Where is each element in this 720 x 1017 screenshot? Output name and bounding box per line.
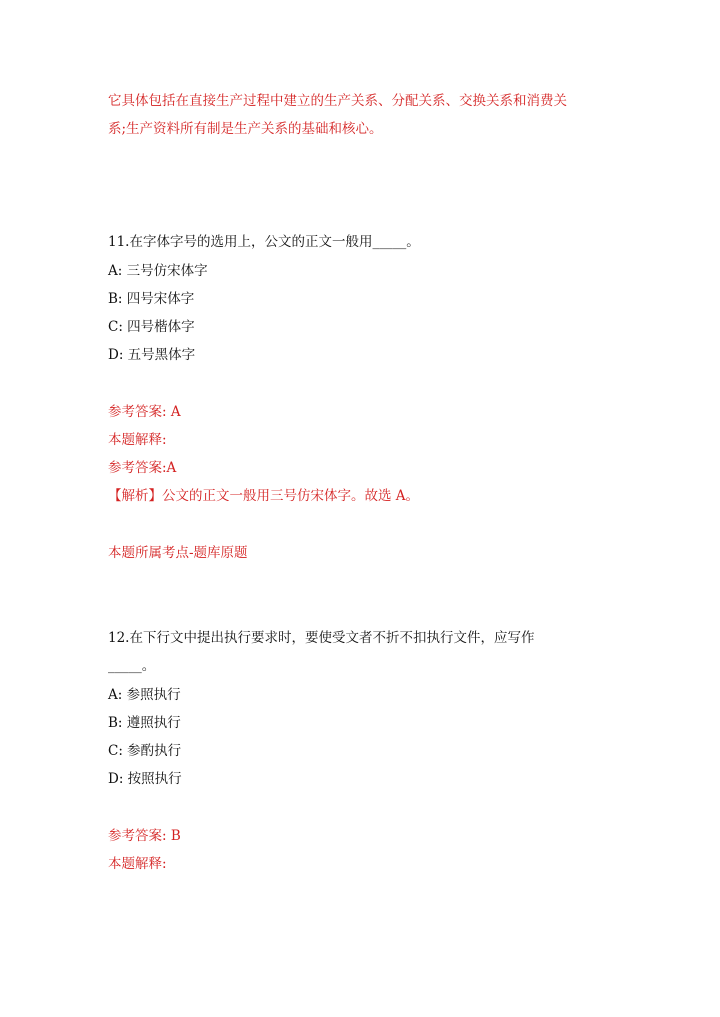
question-11-stem: 11.在字体字号的选用上，公文的正文一般用_____。: [108, 234, 420, 250]
question-11-option-b: B: 四号宋体字: [108, 291, 195, 307]
question-11-analysis: 【解析】公文的正文一般用三号仿宋体字。故选 A。: [108, 488, 420, 504]
intro-line-2: 系;生产资料所有制是生产关系的基础和核心。: [108, 121, 383, 137]
question-12-stem-line-2: _____。: [108, 658, 156, 674]
intro-line-1: 它具体包括在直接生产过程中建立的生产关系、分配关系、交换关系和消费关: [108, 93, 567, 109]
question-12-option-c: C: 参酌执行: [108, 743, 182, 759]
question-11-option-c: C: 四号楷体字: [108, 319, 195, 335]
question-11-source: 本题所属考点-题库原题: [108, 545, 248, 561]
question-12-answer: 参考答案: B: [108, 828, 181, 844]
question-11-answer-repeat: 参考答案:A: [108, 460, 177, 476]
question-12-option-b: B: 遵照执行: [108, 715, 181, 731]
question-11-option-a: A: 三号仿宋体字: [108, 263, 208, 279]
question-11-option-d: D: 五号黑体字: [108, 347, 196, 363]
question-12-option-a: A: 参照执行: [108, 687, 181, 703]
question-11-explain-label: 本题解释:: [108, 432, 167, 448]
question-12-explain-label: 本题解释:: [108, 856, 167, 872]
question-12-stem-line-1: 12.在下行文中提出执行要求时，要使受文者不折不扣执行文件，应写作: [108, 630, 535, 646]
question-11-answer: 参考答案: A: [108, 404, 181, 420]
question-12-option-d: D: 按照执行: [108, 771, 182, 787]
